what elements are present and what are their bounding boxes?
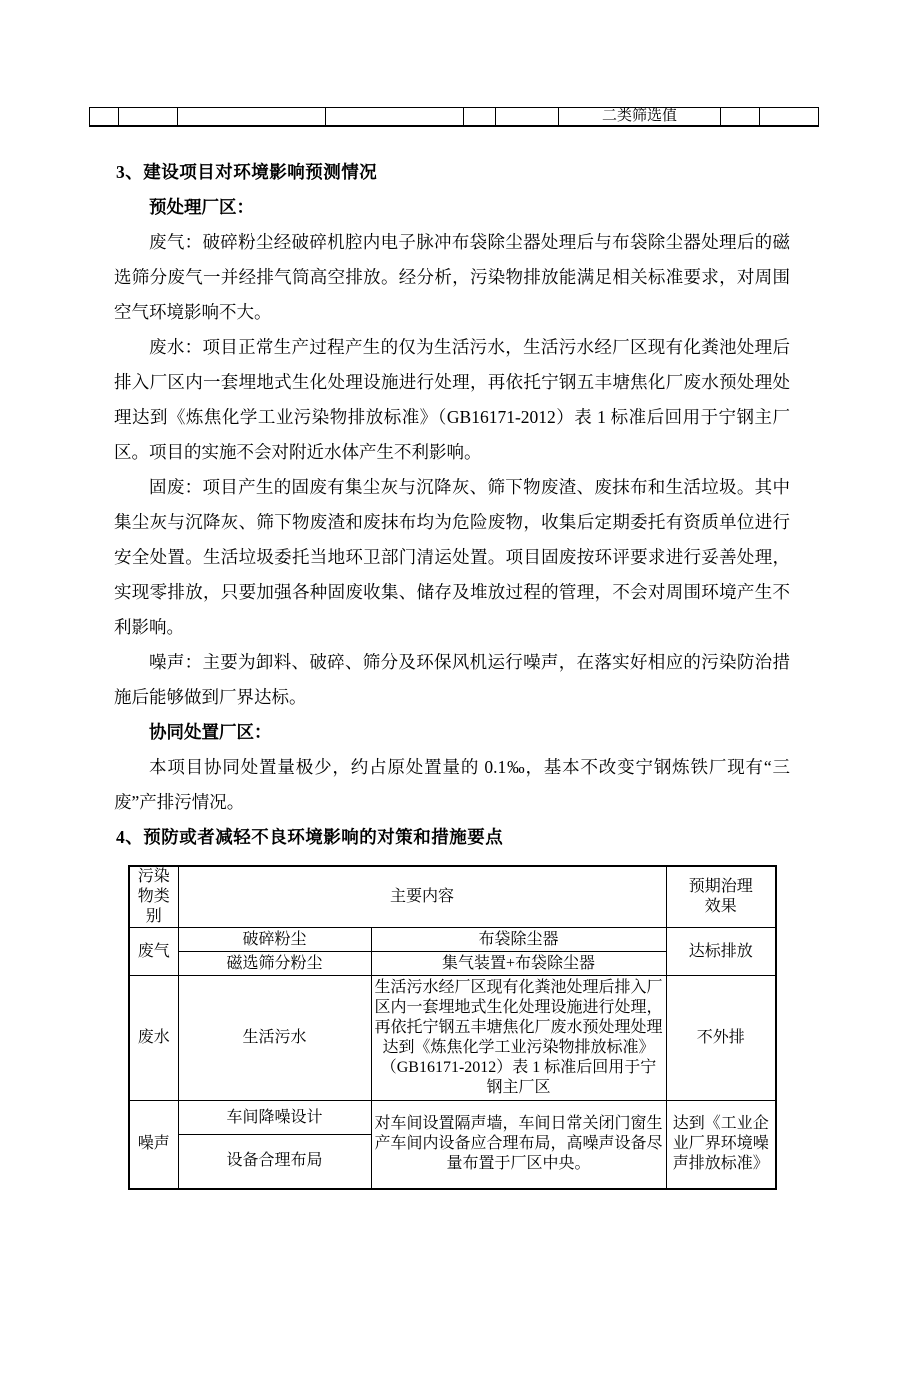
category-cell-waste-gas: 废气 [129, 928, 178, 976]
table-cell [326, 108, 464, 127]
waste-water-paragraph: 废水：项目正常生产过程产生的仅为生活污水，生活污水经厂区现有化粪池处理后排入厂区内一套埋地式生化处理设施进行处理，再依托宁钢五丰塘焦化厂废水预处理处理达到《炼焦化学工业污染物排放标准》（GB16171-2012）表 1 标准后回用于宁钢主厂区。项目的实施不会对附近水体产生不利影响。 [114, 337, 790, 462]
table-cell [760, 108, 819, 127]
pretreatment-area-heading: 预处理厂区： [149, 197, 254, 217]
table-cell [178, 108, 326, 127]
table-cell [90, 108, 119, 127]
col-header-expected-effect [666, 866, 776, 928]
section-4-heading: 4、预防或者减轻不良环境影响的对策和措施要点 [116, 827, 504, 847]
table-row [90, 108, 819, 127]
measure-cell-bag-filter: 布袋除尘器 [371, 928, 666, 952]
source-cell-crushing-dust: 破碎粉尘 [178, 928, 371, 952]
col-header-pollutant-category: 污染物类别 [129, 866, 178, 928]
source-cell-equipment-layout: 设备合理布局 [178, 1135, 371, 1189]
table-cell [464, 108, 496, 127]
solid-waste-paragraph: 固废：项目产生的固废有集尘灰与沉降灰、筛下物废渣、废抹布和生活垃圾。其中集尘灰与沉降灰、筛下物废渣和废抹布均为危险废物，收集后定期委托有资质单位进行安全处置。生活垃圾委托当地环卫部门清运处置。项目固废按环评要求进行妥善处理，实现零排放，只要加强各种固废收集、储存及堆放过程的管理，不会对周围环境产生不利影响。 [114, 477, 790, 637]
waste-water-row [129, 976, 776, 1101]
table-cell [496, 108, 559, 127]
col-header-main-content: 主要内容 [178, 866, 666, 928]
effect-cell-noise: 达到《工业企业厂界环境噪声排放标准》 [666, 1101, 776, 1189]
expected-effect-label: 预期治理效果 [688, 878, 753, 915]
table-cell [119, 108, 178, 127]
co-disposal-area-heading: 协同处置厂区： [149, 722, 272, 742]
screening-value-table-fragment [89, 107, 819, 127]
noise-row-1 [129, 1101, 776, 1135]
waste-gas-paragraph: 废气：破碎粉尘经破碎机腔内电子脉冲布袋除尘器处理后与布袋除尘器处理后的磁选筛分废气一并经排气筒高空排放。经分析，污染物排放能满足相关标准要求，对周围空气环境影响不大。 [114, 232, 790, 322]
measures-table [128, 865, 777, 1190]
effect-cell-waste-gas: 达标排放 [666, 928, 776, 976]
class2-screening-value-cell: 二类筛选值 [559, 108, 721, 127]
measure-cell-waste-water: 生活污水经厂区现有化粪池处理后排入厂区内一套埋地式生化处理设施进行处理，再依托宁钢五丰塘焦化厂废水预处理处理达到《炼焦化学工业污染物排放标准》（GB16171-2012）表 1 标准后回用于宁钢主厂区 [371, 976, 666, 1101]
category-cell-noise: 噪声 [129, 1101, 178, 1189]
source-cell-magnetic-screening-dust: 磁选筛分粉尘 [178, 952, 371, 976]
measure-cell-noise: 对车间设置隔声墙，车间日常关闭门窗生产车间内设备应合理布局，高噪声设备尽量布置于厂区中央。 [371, 1101, 666, 1189]
section-3-heading: 3、建设项目对环境影响预测情况 [116, 162, 378, 182]
source-cell-workshop-noise-design: 车间降噪设计 [178, 1101, 371, 1135]
table-header-row [129, 866, 776, 928]
measure-cell-gas-collection: 集气装置+布袋除尘器 [371, 952, 666, 976]
waste-gas-row-1 [129, 928, 776, 952]
document-page [0, 107, 900, 1379]
table-cell [721, 108, 760, 127]
co-disposal-paragraph: 本项目协同处置量极少，约占原处置量的 0.1‰，基本不改变宁钢炼铁厂现有“三废”产排污情况。 [114, 757, 790, 812]
category-cell-waste-water: 废水 [129, 976, 178, 1101]
body-text [114, 155, 790, 855]
source-cell-domestic-sewage: 生活污水 [178, 976, 371, 1101]
effect-cell-waste-water: 不外排 [666, 976, 776, 1101]
noise-paragraph: 噪声：主要为卸料、破碎、筛分及环保风机运行噪声，在落实好相应的污染防治措施后能够做到厂界达标。 [114, 652, 790, 707]
